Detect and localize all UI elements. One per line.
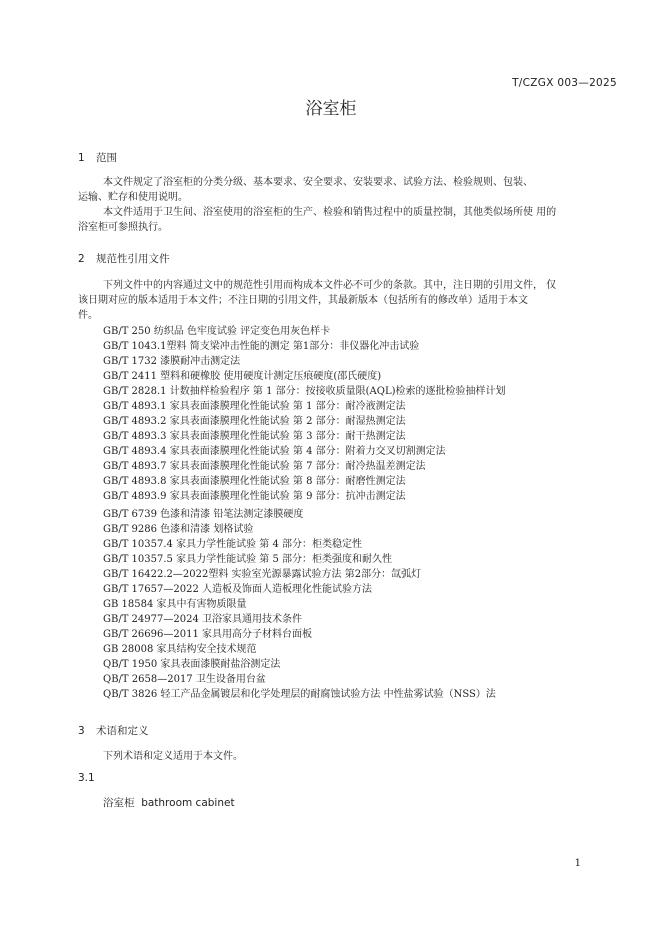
reference-item: GB 28008 家具结构安全技术规范 (103, 644, 257, 655)
term-english: bathroom cabinet (141, 797, 235, 809)
scope-paragraph-1-line-1: 本文件规定了浴室柜的分类分级、基本要求、安全要求、安装要求、试验方法、检验规则、包装、 (103, 177, 533, 188)
section-number: 2 (78, 253, 85, 265)
reference-item: QB/T 1950 家具表面漆膜耐盐浴测定法 (103, 659, 281, 670)
reference-item: GB/T 4893.7 家具表面漆膜理化性能试验 第 7 部分：耐冷热温差测定法 (103, 461, 426, 472)
document-code: T/CZGX 003—2025 (512, 77, 617, 89)
reference-item: GB/T 2411 塑料和硬橡胶 使用硬度计测定压痕硬度(邵氏硬度) (103, 371, 382, 382)
reference-item: GB/T 10357.5 家具力学性能试验 第 5 部分：柜类强度和耐久性 (103, 554, 392, 565)
section-title: 规范性引用文件 (96, 253, 170, 265)
section-number: 3 (78, 725, 85, 737)
reference-item: GB/T 4893.2 家具表面漆膜理化性能试验 第 2 部分：耐湿热测定法 (103, 416, 406, 427)
section-heading-scope (78, 150, 117, 165)
reference-item: GB/T 17657—2022 人造板及饰面人造板理化性能试验方法 (103, 584, 372, 595)
reference-item: QB/T 2658—2017 卫生设备用台盆 (103, 674, 266, 685)
reference-item: GB/T 4893.8 家具表面漆膜理化性能试验 第 8 部分：耐磨性测定法 (103, 476, 406, 487)
reference-item: GB/T 16422.2—2022塑料 实验室光源暴露试验方法 第2部分：氙弧灯 (103, 569, 422, 580)
reference-item: GB 18584 家具中有害物质限量 (103, 599, 247, 610)
reference-item: GB/T 6739 色漆和清漆 铅笔法测定漆膜硬度 (103, 509, 304, 520)
document-title: 浴室柜 (305, 99, 357, 119)
reference-item: GB/T 1043.1塑料 简支梁冲击性能的测定 第1部分：非仪器化冲击试验 (103, 341, 420, 352)
scope-paragraph-2-line-2: 浴室柜可参照执行。 (78, 222, 168, 233)
section-heading-terms (78, 723, 149, 738)
scope-paragraph-1-line-2: 运输、贮存和使用说明。 (78, 192, 188, 203)
reference-item: GB/T 24977—2024 卫浴家具通用技术条件 (103, 614, 302, 625)
scope-paragraph-2-line-1: 本文件适用于卫生间、浴室使用的浴室柜的生产、检验和销售过程中的质量控制，其他类似场所使 用的 (103, 207, 557, 218)
term-entry (103, 795, 235, 810)
reference-item: QB/T 3826 轻工产品金属镀层和化学处理层的耐腐蚀试验方法 中性盐雾试验（NSS）法 (103, 689, 496, 700)
term-number: 3.1 (78, 772, 95, 784)
reference-item: GB/T 250 纺织品 色牢度试验 评定变色用灰色样卡 (103, 326, 331, 337)
section-heading-normative (78, 251, 170, 266)
terms-intro: 下列术语和定义适用于本文件。 (103, 751, 243, 762)
reference-item: GB/T 4893.1 家具表面漆膜理化性能试验 第 1 部分：耐冷液测定法 (103, 401, 406, 412)
reference-item: GB/T 4893.9 家具表面漆膜理化性能试验 第 9 部分：抗冲击测定法 (103, 491, 406, 502)
reference-item: GB/T 10357.4 家具力学性能试验 第 4 部分：柜类稳定性 (103, 539, 362, 550)
reference-item: GB/T 4893.4 家具表面漆膜理化性能试验 第 4 部分：附着力交叉切割测定法 (103, 446, 446, 457)
page-number: 1 (574, 858, 581, 869)
reference-item: GB/T 2828.1 计数抽样检验程序 第 1 部分：按接收质量限(AQL)检索的逐批检验抽样计划 (103, 386, 506, 397)
reference-item: GB/T 1732 漆膜耐冲击测定法 (103, 356, 241, 367)
term-chinese: 浴室柜 (103, 797, 135, 809)
section-title: 范围 (96, 152, 117, 164)
normative-intro-line-1: 下列文件中的内容通过文中的规范性引用而构成本文件必不可少的条款。其中，注日期的引用文件， 仅 (103, 280, 557, 291)
reference-item: GB/T 4893.3 家具表面漆膜理化性能试验 第 3 部分：耐干热测定法 (103, 431, 406, 442)
normative-intro-line-3: 件。 (78, 310, 98, 321)
reference-item: GB/T 26696—2011 家具用高分子材料台面板 (103, 629, 312, 640)
normative-reference-list (103, 324, 506, 702)
section-title: 术语和定义 (96, 725, 149, 737)
reference-item: GB/T 9286 色漆和清漆 划格试验 (103, 524, 254, 535)
section-number: 1 (78, 152, 85, 164)
normative-intro-line-2: 该日期对应的版本适用于本文件；不注日期的引用文件，其最新版本（包括所有的修改单）适用于本文 (78, 295, 528, 306)
